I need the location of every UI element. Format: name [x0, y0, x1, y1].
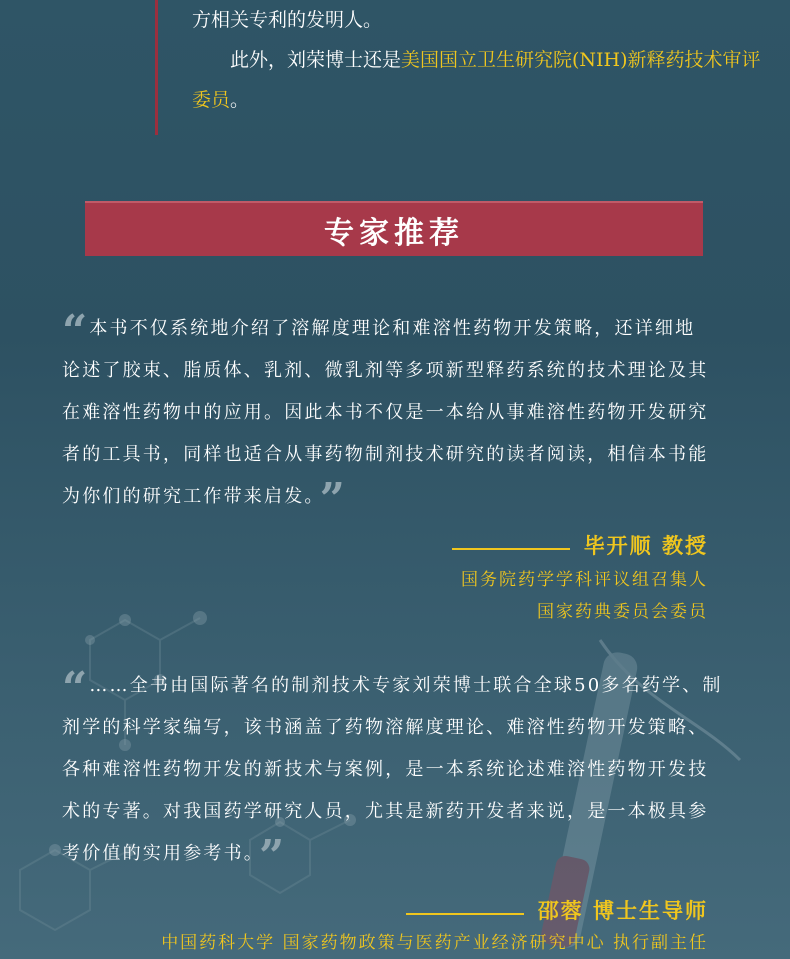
intro-p2-prefix: 此外，刘荣博士还是 [230, 49, 402, 71]
quote-1-role-2: 国家药典委员会委员 [537, 602, 708, 622]
section-title-banner [85, 201, 703, 256]
intro-p2-highlight: 美国国立卫生研究院(NIH)新释药技术审评委员 [192, 49, 761, 111]
section-title: 专家推荐 [324, 215, 464, 251]
accent-vertical-line [155, 0, 158, 135]
quote-2-attribution [161, 895, 708, 959]
quote-2-text: ……全书由国际著名的制剂技术专家刘荣博士联合全球50多名药学、制剂学的科学家编写，该书涵盖了药物溶解度理论、难溶性药物开发策略、各种难溶性药物开发的新技术与案例，是一本系统论述难溶性药物开发技术的专著。对我国药学研究人员，尤其是新药开发者来说，是一本极具参考价值的实用参考书。 [62, 675, 723, 864]
quote-1-text: 本书不仅系统地介绍了溶解度理论和难溶性药物开发策略，还详细地论述了胶束、脂质体、乳剂、微乳剂等多项新型释药系统的技术理论及其在难溶性药物中的应用。因此本书不仅是一本给从事难溶性药物开发研究者的工具书，同样也适合从事药物制剂技术研究的读者阅读，相信本书能为你们的研究工作带来启发。 [62, 318, 709, 507]
quote-2-author: 邵蓉 博士生导师 [537, 898, 708, 923]
quote-2-role-1: 中国药科大学 国家药物政策与医药产业经济研究中心 执行副主任 [161, 933, 708, 953]
attribution-line [406, 913, 524, 915]
open-quote-icon: “ [62, 663, 84, 714]
intro-paragraph-2 [192, 40, 762, 120]
quote-1-role-1: 国务院药学学科评议组召集人 [461, 570, 708, 590]
open-quote-icon: “ [62, 306, 84, 357]
intro-p2-suffix: 。 [230, 89, 250, 111]
intro-line-1: 方相关专利的发明人。 [192, 9, 383, 31]
quote-1-attribution [452, 530, 708, 628]
attribution-line [452, 548, 570, 550]
close-quote-icon: ” [319, 474, 341, 525]
intro-text [192, 0, 762, 120]
quote-1-author: 毕开顺 教授 [583, 533, 708, 558]
quote-1 [62, 306, 712, 525]
close-quote-icon: ” [259, 831, 281, 882]
quote-2 [62, 663, 727, 882]
